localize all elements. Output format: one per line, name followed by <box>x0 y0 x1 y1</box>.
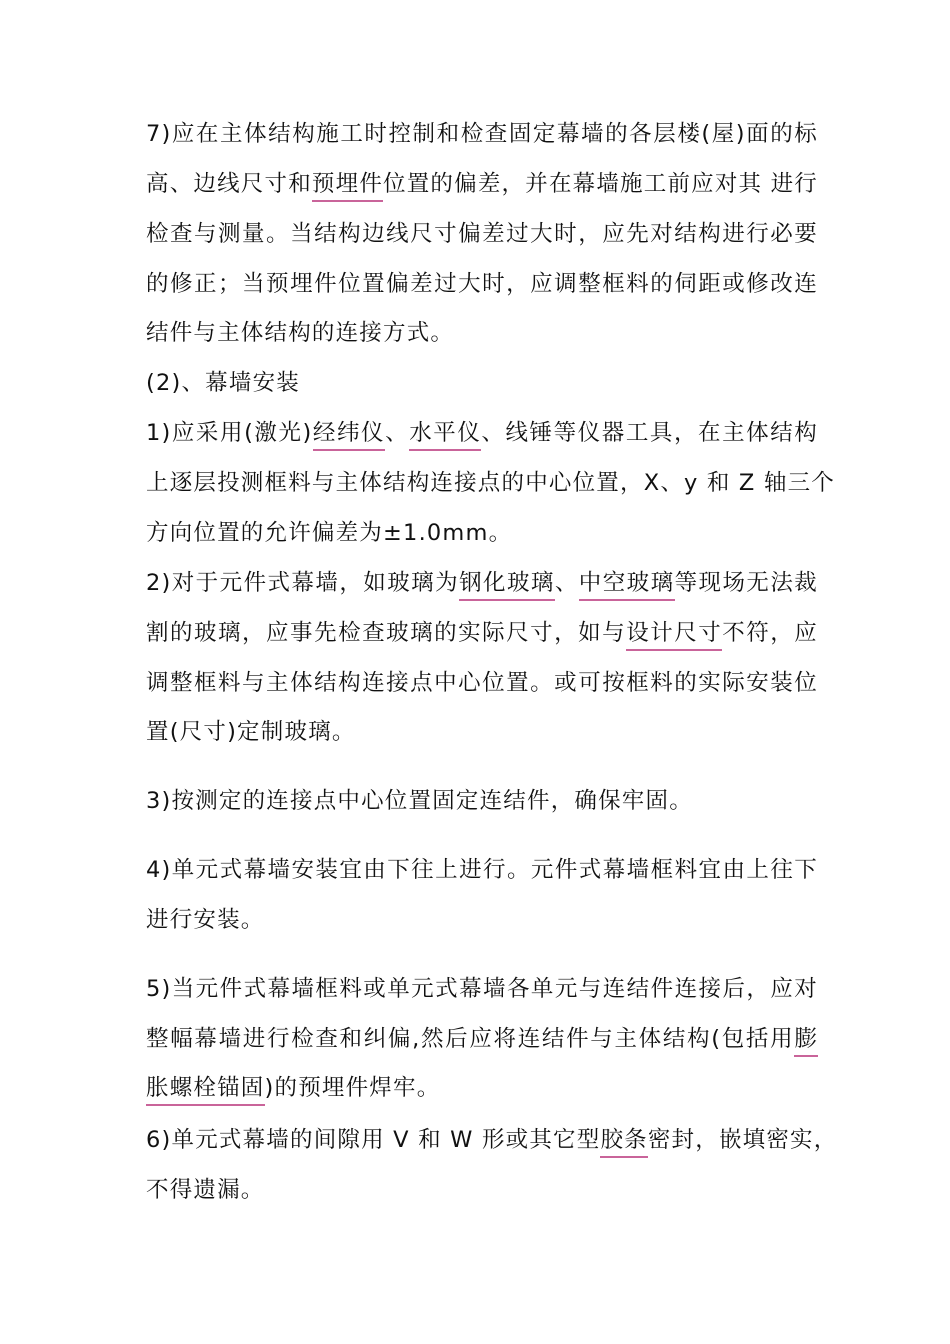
text-segment: 密封，嵌填密实， <box>647 1127 838 1153</box>
text-line <box>146 119 818 149</box>
text-line <box>146 269 818 299</box>
text-line <box>146 568 818 598</box>
text-line <box>146 318 818 348</box>
text-segment: 、 <box>554 570 579 596</box>
text-segment: 割的玻璃，应事先检查玻璃的实际尺寸，如与 <box>146 620 627 646</box>
text-line <box>146 855 818 885</box>
text-segment: 位置的偏差，并在幕墙施工前应对其 进行 <box>383 171 819 197</box>
text-segment: 不得遗漏。 <box>146 1177 265 1203</box>
text-segment: (2)、幕墙安装 <box>146 370 300 396</box>
underlined-term: 胀螺栓锚固 <box>146 1075 265 1106</box>
text-segment: 不符，应 <box>722 620 818 646</box>
underlined-term: 预埋件 <box>312 171 383 202</box>
text-segment: 上逐层投测框料与主体结构连接点的中心位置，X、y 和 Z 轴三个 <box>146 470 836 496</box>
underlined-term: 胶条 <box>600 1127 647 1158</box>
underlined-term: 膨 <box>794 1026 818 1057</box>
text-line <box>146 1175 818 1205</box>
text-segment: 调整框料与主体结构连接点中心位置。或可按框料的实际安装位 <box>146 670 818 696</box>
text-segment: 4)单元式幕墙安装宜由下往上进行。元件式幕墙框料宜由上往下 <box>146 857 818 883</box>
text-line <box>146 518 818 548</box>
text-segment: 6)单元式幕墙的间隙用 V 和 W 形或其它型 <box>146 1127 601 1153</box>
text-segment: 等现场无法裁 <box>674 570 818 596</box>
underlined-term: 水平仪 <box>409 420 481 451</box>
text-segment: 进行安装。 <box>146 907 265 933</box>
text-line <box>146 905 818 935</box>
section-heading <box>146 368 818 398</box>
text-segment: 方向位置的允许偏差为±1.0mm。 <box>146 520 513 546</box>
underlined-term: 钢化玻璃 <box>459 570 555 601</box>
text-segment: 、线锤等仪器工具，在主体结构 <box>481 420 818 446</box>
underlined-term: 经纬仪 <box>313 420 386 451</box>
text-segment: 5)当元件式幕墙框料或单元式幕墙各单元与连结件连接后，应对 <box>146 976 818 1002</box>
text-segment: 检查与测量。当结构边线尺寸偏差过大时，应先对结构进行必要 <box>146 221 818 247</box>
text-line <box>146 1024 818 1054</box>
text-line <box>146 418 818 448</box>
text-line <box>146 668 818 698</box>
text-line <box>146 219 818 249</box>
text-line <box>146 786 818 816</box>
text-segment: 3)按测定的连接点中心位置固定连结件，确保牢固。 <box>146 788 693 814</box>
text-segment: 2)对于元件式幕墙，如玻璃为 <box>146 570 460 596</box>
text-segment: 高、边线尺寸和 <box>146 171 312 197</box>
text-line <box>146 618 818 648</box>
underlined-term: 设计尺寸 <box>626 620 722 651</box>
text-line <box>146 468 836 498</box>
text-segment: 置(尺寸)定制玻璃。 <box>146 719 356 745</box>
text-segment: 7)应在主体结构施工时控制和检查固定幕墙的各层楼(屋)面的标 <box>146 121 818 147</box>
underlined-term: 中空玻璃 <box>579 570 675 601</box>
text-segment: 结件与主体结构的连接方式。 <box>146 320 455 346</box>
text-line <box>146 717 818 747</box>
text-line <box>146 169 818 199</box>
text-line <box>146 974 818 1004</box>
text-segment: 、 <box>385 420 410 446</box>
text-segment: 1)应采用(激光) <box>146 420 313 446</box>
text-segment: 的修正；当预埋件位置偏差过大时，应调整框料的伺距或修改连 <box>146 271 818 297</box>
text-line <box>146 1073 818 1103</box>
text-line <box>146 1125 838 1155</box>
text-segment: 整幅幕墙进行检查和纠偏,然后应将连结件与主体结构(包括用 <box>146 1026 795 1052</box>
text-segment: )的预埋件焊牢。 <box>264 1075 441 1101</box>
